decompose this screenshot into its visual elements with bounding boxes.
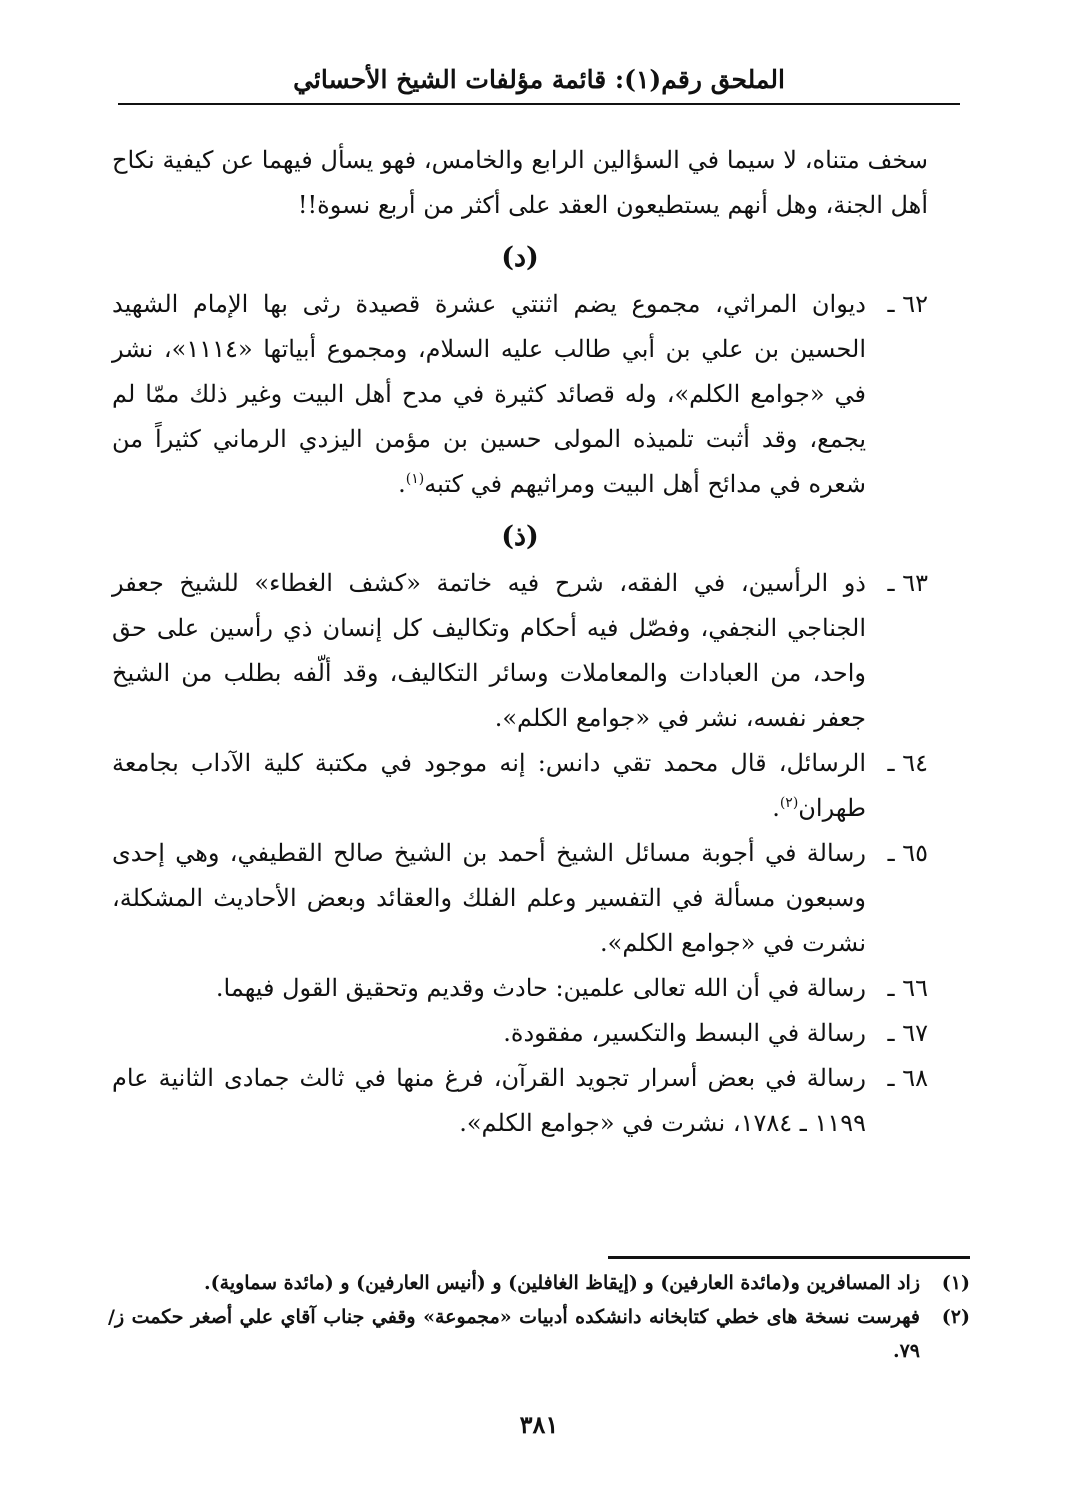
entry-tail: . bbox=[772, 794, 780, 822]
entry-text: الرسائل، قال محمد تقي دانس: إنه موجود في مكتبة كلية الآداب بجامعة طهران bbox=[112, 749, 866, 822]
running-header: الملحق رقم(١): قائمة مؤلفات الشيخ الأحسائي bbox=[293, 65, 785, 94]
footnote-ref-1[interactable]: (١) bbox=[405, 471, 425, 487]
entry-text: رسالة في البسط والتكسير، مفقودة. bbox=[503, 1019, 866, 1047]
entry-64 bbox=[112, 741, 928, 831]
footnote-ref-2[interactable]: (٢) bbox=[779, 795, 799, 811]
footnote-2 bbox=[108, 1300, 970, 1368]
entry-62 bbox=[112, 282, 928, 507]
footnotes bbox=[108, 1266, 970, 1368]
footnote-text: فهرست نسخة هاى خطي كتابخانه دانشكده أدبيات «مجموعة» وقفي جناب آقاي علي أصغر حكمت ز/٧٩. bbox=[108, 1306, 920, 1362]
footnote-number: (١) bbox=[941, 1272, 970, 1294]
entry-number: ٦٢ ـ bbox=[887, 290, 928, 318]
intro-paragraph: سخف متناه، لا سيما في السؤالين الرابع والخامس، فهو يسأل فيهما عن كيفية نكاح أهل الجنة، وهل أنهم يستطيعون العقد على أكثر من أربع نسوة!! bbox=[112, 146, 928, 219]
entry-67 bbox=[112, 1011, 928, 1056]
footnote-text: زاد المسافرين و(مائدة العارفين) و (إيقاظ الغافلين) و (أنيس العارفين) و (مائدة سماوية). bbox=[204, 1272, 920, 1294]
footnote-separator bbox=[608, 1256, 970, 1259]
main-text bbox=[112, 138, 928, 1146]
section-heading-dhal: (ذ) bbox=[501, 521, 539, 552]
entry-text: ديوان المراثي، مجموع يضم اثنتي عشرة قصيدة رثى بها الإمام الشهيد الحسين بن علي بن أبي طالب عليه السلام، ومجموع أبياتها «١١١٤»، نشر في «جوامع الكلم»، وله قصائد كثيرة في مدح أهل البيت وغير ذلك ممّا لم يجمع، وقد أثبت تلميذه المولى حسين بن مؤمن اليزدي الرماني كثيراً من شعره في مدائح أهل البيت ومراثيهم في كتبه bbox=[112, 290, 867, 498]
entry-63 bbox=[112, 561, 928, 741]
entry-66 bbox=[112, 966, 928, 1011]
section-heading-dal: (د) bbox=[501, 242, 539, 273]
footnote-number: (٢) bbox=[941, 1306, 970, 1328]
header-rule bbox=[118, 103, 960, 105]
entry-68 bbox=[112, 1056, 928, 1146]
entry-number: ٦٧ ـ bbox=[887, 1019, 928, 1047]
page-number: ٣٨١ bbox=[519, 1410, 559, 1439]
entry-text: ذو الرأسين، في الفقه، شرح فيه خاتمة «كشف الغطاء» للشيخ جعفر الجناجي النجفي، وفصّل فيه أحكام وتكاليف كل إنسان ذي رأسين على حق واحد، من العبادات والمعاملات وسائر التكاليف، وقد ألّفه بطلب من الشيخ جعفر نفسه، نشر في «جوامع الكلم». bbox=[112, 569, 866, 732]
entry-text: رسالة في أجوبة مسائل الشيخ أحمد بن الشيخ صالح القطيفي، وهي إحدى وسبعون مسألة في التفسير وعلم الفلك والعقائد وبعض الأحاديث المشكلة، نشرت في «جوامع الكلم». bbox=[112, 839, 867, 957]
entry-number: ٦٨ ـ bbox=[887, 1064, 928, 1092]
footnote-1 bbox=[108, 1266, 970, 1300]
entry-number: ٦٣ ـ bbox=[887, 569, 928, 597]
entry-text: رسالة في بعض أسرار تجويد القرآن، فرغ منها في ثالث جمادى الثانية عام ١١٩٩ ـ ١٧٨٤، نشرت في «جوامع الكلم». bbox=[112, 1064, 866, 1137]
entry-number: ٦٤ ـ bbox=[887, 749, 928, 777]
entry-65 bbox=[112, 831, 928, 966]
entry-number: ٦٦ ـ bbox=[887, 974, 928, 1002]
entry-tail: . bbox=[398, 470, 406, 498]
entry-number: ٦٥ ـ bbox=[887, 839, 929, 867]
entry-text: رسالة في أن الله تعالى علمين: حادث وقديم وتحقيق القول فيهما. bbox=[215, 974, 866, 1002]
